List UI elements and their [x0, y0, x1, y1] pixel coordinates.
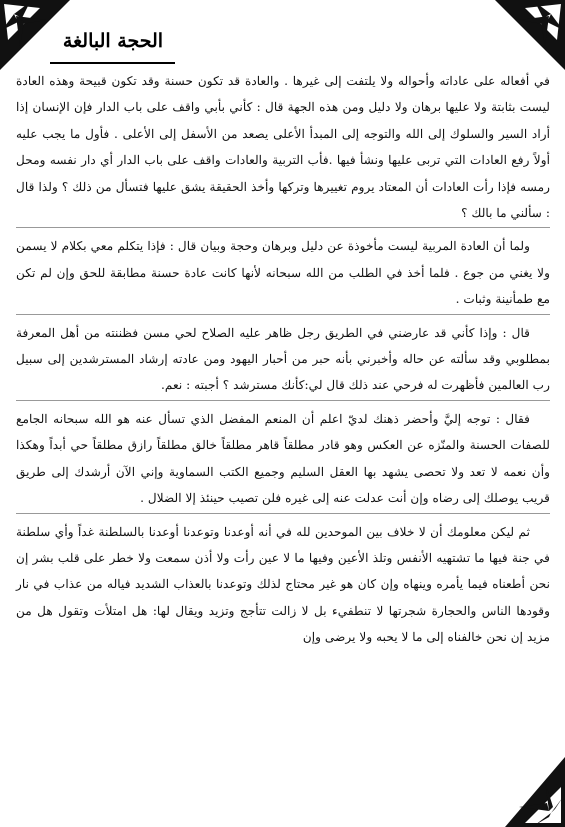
- paragraph: في أفعاله على عاداته وأحواله ولا يلتفت إلى غيرها . والعادة قد تكون حسنة وقد تكون قبيحة وهذه العادة ليست بثابتة ولا عليها برهان ولا دليل ومن هذه الجهة قال : كأني بأبي واقف على باب الدار فإن الإنسان إذا أراد السير والسلوك إلى الله والتوجه إلى المبدأ الأعلى يصعد من الأسفل إلى الأعلى . فأول ما يجب عليه أولاً رفع العادات التي تربى عليها ونشأ فيها .فأب التربية والعادات واقف على باب الدار أي دار نفسه ومحل رمسه فإذا رأت العادات أن المعتاد يروم تغييرها وتركها وأخذ الحقيقة يشق عليها فتسأل من ذلك ؟ ولذا قال : سألني ما بالك ؟: [16, 74, 550, 221]
- paragraph: قال : وإذا كأني قد عارضني في الطريق رجل ظاهر عليه الصلاح لحي مسن فظننته من أهل المعرفة بمطلوبي وقد سألته عن حاله وأخبرني بأنه حبر من أحبار اليهود ومن عادته إرشاد المسترشدين إلى سبيل رب العالمين فأظهرت له فرحي عند ذلك قال لي:كأنك مسترشد ؟ أجبته : نعم.: [16, 325, 550, 393]
- page-body: [16, 68, 550, 651]
- book-title: الحجة البالغة: [62, 30, 164, 52]
- divider: [16, 227, 550, 229]
- paragraph: ولما أن العادة المربية ليست مأخوذة عن دليل وبرهان وحجة وبيان قال : فإذا يتكلم معي بكلام لا يسمن ولا يغني من جوع . فلما أخذ في الطلب من الله سبحانه لأنها كانت عادة حسنة مطابقة للحق وإن لم تكن مع طمأنينة وثبات .: [16, 239, 550, 307]
- divider: [16, 400, 550, 402]
- paragraph: ثم ليكن معلومك أن لا خلاف بين الموحدين لله في أنه أوعدنا وتوعدنا أوعدنا بالسلطنة غداً وأي سلطنة في جنة فيها ما تشتهيه الأنفس وتلذ الأعين وفيها ما لا عين رأت ولا أذن سمعت ولا خطر على قلب بشر إن نحن أطعناه فيما يأمره وينهاه وإن كان هو غير محتاج لذلك وتوعدنا بالعذاب الشديد فياله من عذاب في نار وقودها الناس والحجارة شجرتها لا تنطفيء بل لا زالت تتأجج وتزيد ويقال لها: هل امتلأت وتقول هل من مزيد إن نحن خالفناه إلى ما لا يحبه ولا يرضى وإن: [16, 524, 550, 645]
- divider: [16, 314, 550, 316]
- divider: [16, 513, 550, 515]
- paragraph: فقال : توجه إليَّ وأحضر ذهنك لديّ اعلم أن المنعم المفضل الذي تسأل عنه هو الله سبحانه الجامع للصفات الحسنة والمنّزه عن العكس وهو قادر مطلقاً قاهر مطلقاً خالق مطلقاً رازق مطلقاً حي أبداً وهكذا وأن نعمه لا تعد ولا تحصى يشهد بها العقل السليم وجميع الكتب السماوية وإني الآن أرشدك إلى طريق قريب يوصلك إلى رضاه وإن أنت عدلت عنه إلى غيره فلن تصيب حينئذ إلا الضلال .: [16, 411, 550, 506]
- star-ornament-icon: [505, 757, 565, 827]
- star-ornament-icon: [495, 0, 565, 70]
